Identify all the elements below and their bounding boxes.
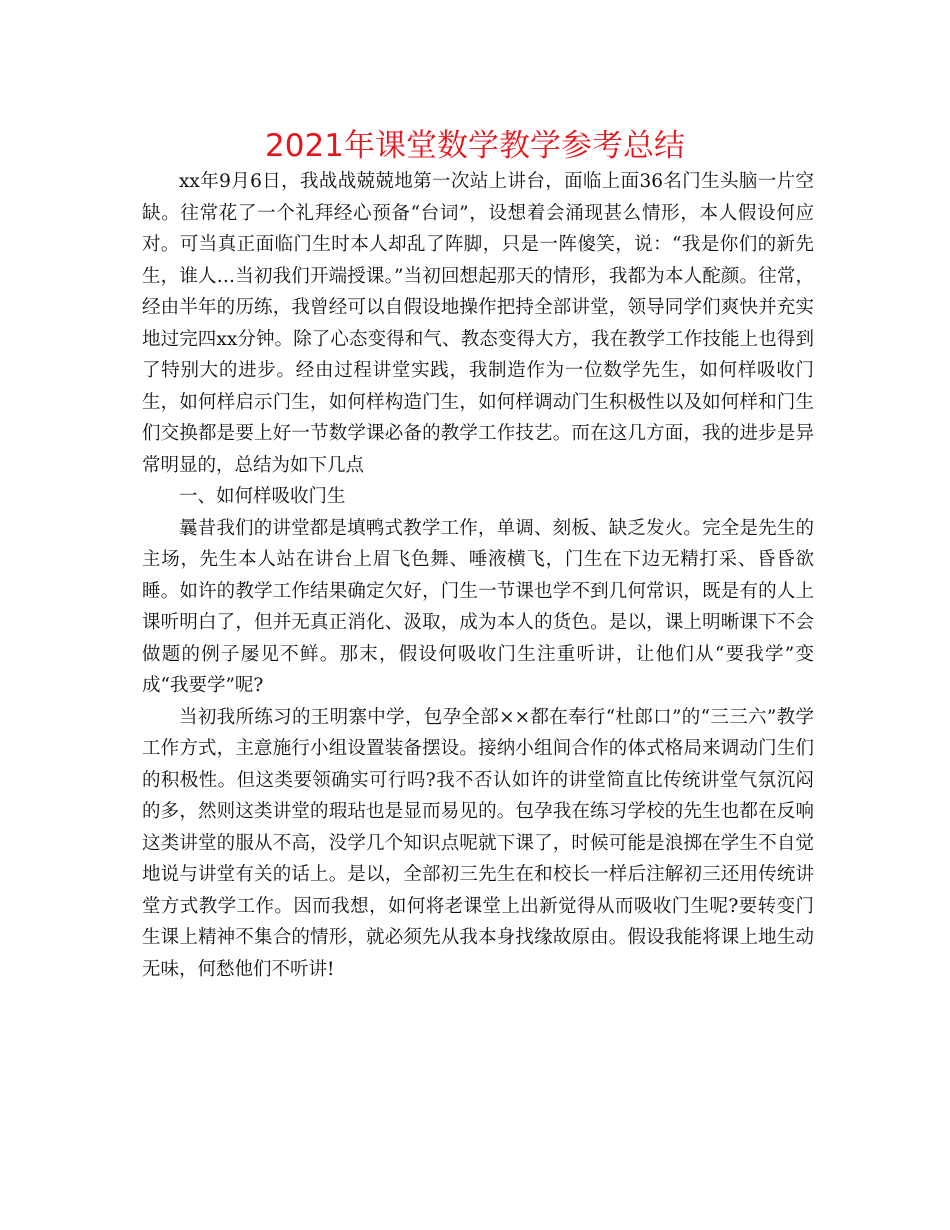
paragraph-intro: xx年9月6日，我战战兢兢地第一次站上讲台，面临上面36名门生头脑一片空缺。往常花了一个礼拜经心预备“台词”，设想着会涌现甚么情形，本人假设何应对。可当真正面临门生时本人却乱了阵脚，只是一阵傻笑，说：“我是你们的新先生，谁人…当初我们开端授课。”当初回想起那天的情形，我都为本人酡颜。往常，经由半年的历练，我曾经可以自假设地操作把持全部讲堂，领导同学们爽快并充实地过完四xx分钟。除了心态变得和气、教态变得大方，我在教学工作技能上也得到了特别大的进步。经由过程讲堂实践，我制造作为一位数学先生，如何样吸收门生，如何样启示门生，如何样构造门生，如何样调动门生积极性以及如何样和门生们交换都是要上好一节数学课必备的教学工作技艺。而在这几方面，我的进步是异常明显的，总结为如下几点 [142,171,814,476]
section-heading: 一、如何样吸收门生 [179,486,346,507]
paragraph-past-teaching: 曩昔我们的讲堂都是填鸭式教学工作，单调、刻板、缺乏发火。完全是先生的主场，先生本人站在讲台上眉飞色舞、唾液横飞，门生在下边无精打采、昏昏欲睡。如许的教学工作结果确定欠好，门生一节课也学不到几何常识，既是有的人上课听明白了，但并无真正消化、汲取，成为本人的货色。是以，课上明晰课下不会做题的例子屡见不鲜。那末，假设何吸收门生注重听讲，让他们从“要我学”变成“我要学”呢? [142,517,814,696]
document-title: 2021年课堂数学教学参考总结 [265,128,685,164]
document-body [142,166,814,985]
paragraph-practice-school: 当初我所练习的王明寨中学，包孕全部××都在奉行“杜郎口”的“三三六”教学工作方式，主意施行小组设置装备摆设。接纳小组间合作的体式格局来调动门生们的积极性。但这类要领确实可行吗?我不否认如许的讲堂简直比传统讲堂气氛沉闷的多，然则这类讲堂的瑕玷也是显而易见的。包孕我在练习学校的先生也都在反响这类讲堂的服从不高，没学几个知识点呢就下课了，时候可能是浪掷在学生不自觉地说与讲堂有关的话上。是以，全部初三先生在和校长一样后注解初三还用传统讲堂方式教学工作。因而我想，如何将老课堂上出新觉得从而吸收门生呢?要转变门生课上精神不集合的情形，就必须先从我本身找缘故原由。假设我能将课上地生动无味，何愁他们不听讲! [142,706,814,980]
